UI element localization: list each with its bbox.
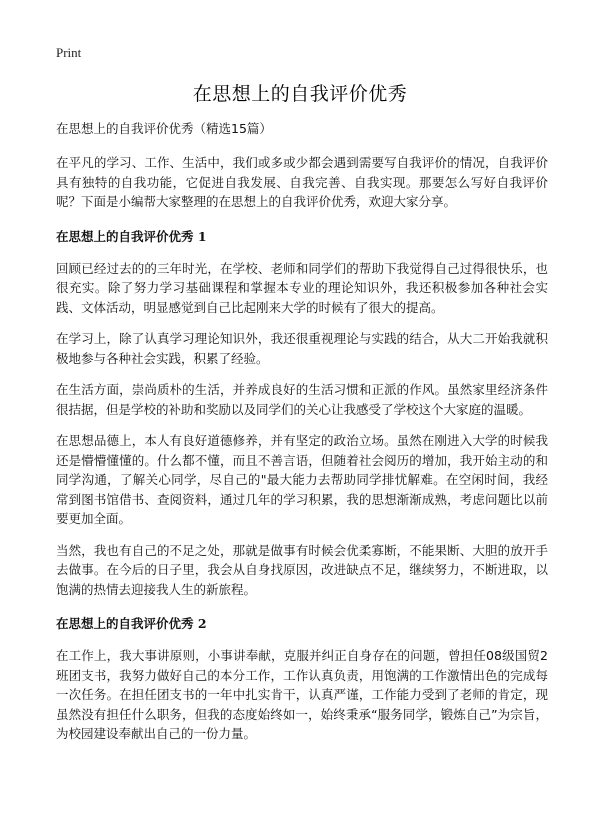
section-paragraph: 在思想品德上，本人有良好道德修养，并有坚定的政治立场。虽然在刚进入大学的时候我还是懵懵懂懂的。什么都不懂，而且不善言语，但随着社会阅历的增加，我开始主动的和同学沟通，了解关心同学，尽自己的"最大能力去帮助同学排忧解难。在空闲时间，我经常到图书馆借书、查阅资料，通过几年的学习积累，我的思想渐渐成熟，考虑问题比以前要更加全面。 bbox=[56, 433, 548, 526]
article-body bbox=[56, 120, 548, 756]
section-paragraph: 当然，我也有自己的不足之处，那就是做事有时候会优柔寡断，不能果断、大胆的放开手去做事。在今后的日子里，我会从自身找原因，改进缺点不足，继续努力，不断进取，以饱满的热情去迎接我人生的新旅程。 bbox=[56, 542, 548, 597]
section-paragraph: 在工作上，我大事讲原则，小事讲奉献，克服并纠正自身存在的问题，曾担任08级国贸2班团支书，我努力做好自己的本分工作，工作认真负责，用饱满的工作激情出色的完成每一次任务。在担任团支书的一年中扎实肯干，认真严谨，工作能力受到了老师的肯定，现虽然没有担任什么职务，但我的态度始终如一，始终秉承“服务同学，锻炼自己”为宗旨，为校园建设奉献出自己的一份力量。 bbox=[56, 648, 548, 741]
section-paragraph: 在生活方面，崇尚质朴的生活，并养成良好的生活习惯和正派的作风。虽然家里经济条件很拮据，但是学校的补助和奖励以及同学们的关心让我感受了学校这个大家庭的温暖。 bbox=[56, 382, 548, 417]
page-title: 在思想上的自我评价优秀 bbox=[192, 83, 408, 105]
print-link[interactable]: Print bbox=[56, 45, 82, 60]
section-heading: 在思想上的自我评价优秀 1 bbox=[56, 228, 207, 244]
section-paragraph: 在学习上，除了认真学习理论知识外，我还很重视理论与实践的结合，从大二开始我就积极地参与各种社会实践，积累了经验。 bbox=[56, 331, 548, 366]
article-subtitle: 在思想上的自我评价优秀（精选15篇） bbox=[56, 121, 272, 136]
intro-paragraph: 在平凡的学习、工作、生活中，我们或多或少都会遇到需要写自我评价的情况，自我评价具有独特的自我功能，它促进自我发展、自我完善、自我实现。那要怎么写好自我评价呢？下面是小编帮大家整理的在思想上的自我评价优秀，欢迎大家分享。 bbox=[56, 155, 548, 209]
section-heading: 在思想上的自我评价优秀 2 bbox=[56, 616, 207, 631]
section-paragraph: 回顾已经过去的的三年时光，在学校、老师和同学们的帮助下我觉得自己过得很快乐，也很充实。除了努力学习基础课程和掌握本专业的理论知识外，我还积极参加各种社会实践、文体活动，明显感觉到自己比起刚来大学的时候有了很大的提高。 bbox=[56, 260, 548, 315]
